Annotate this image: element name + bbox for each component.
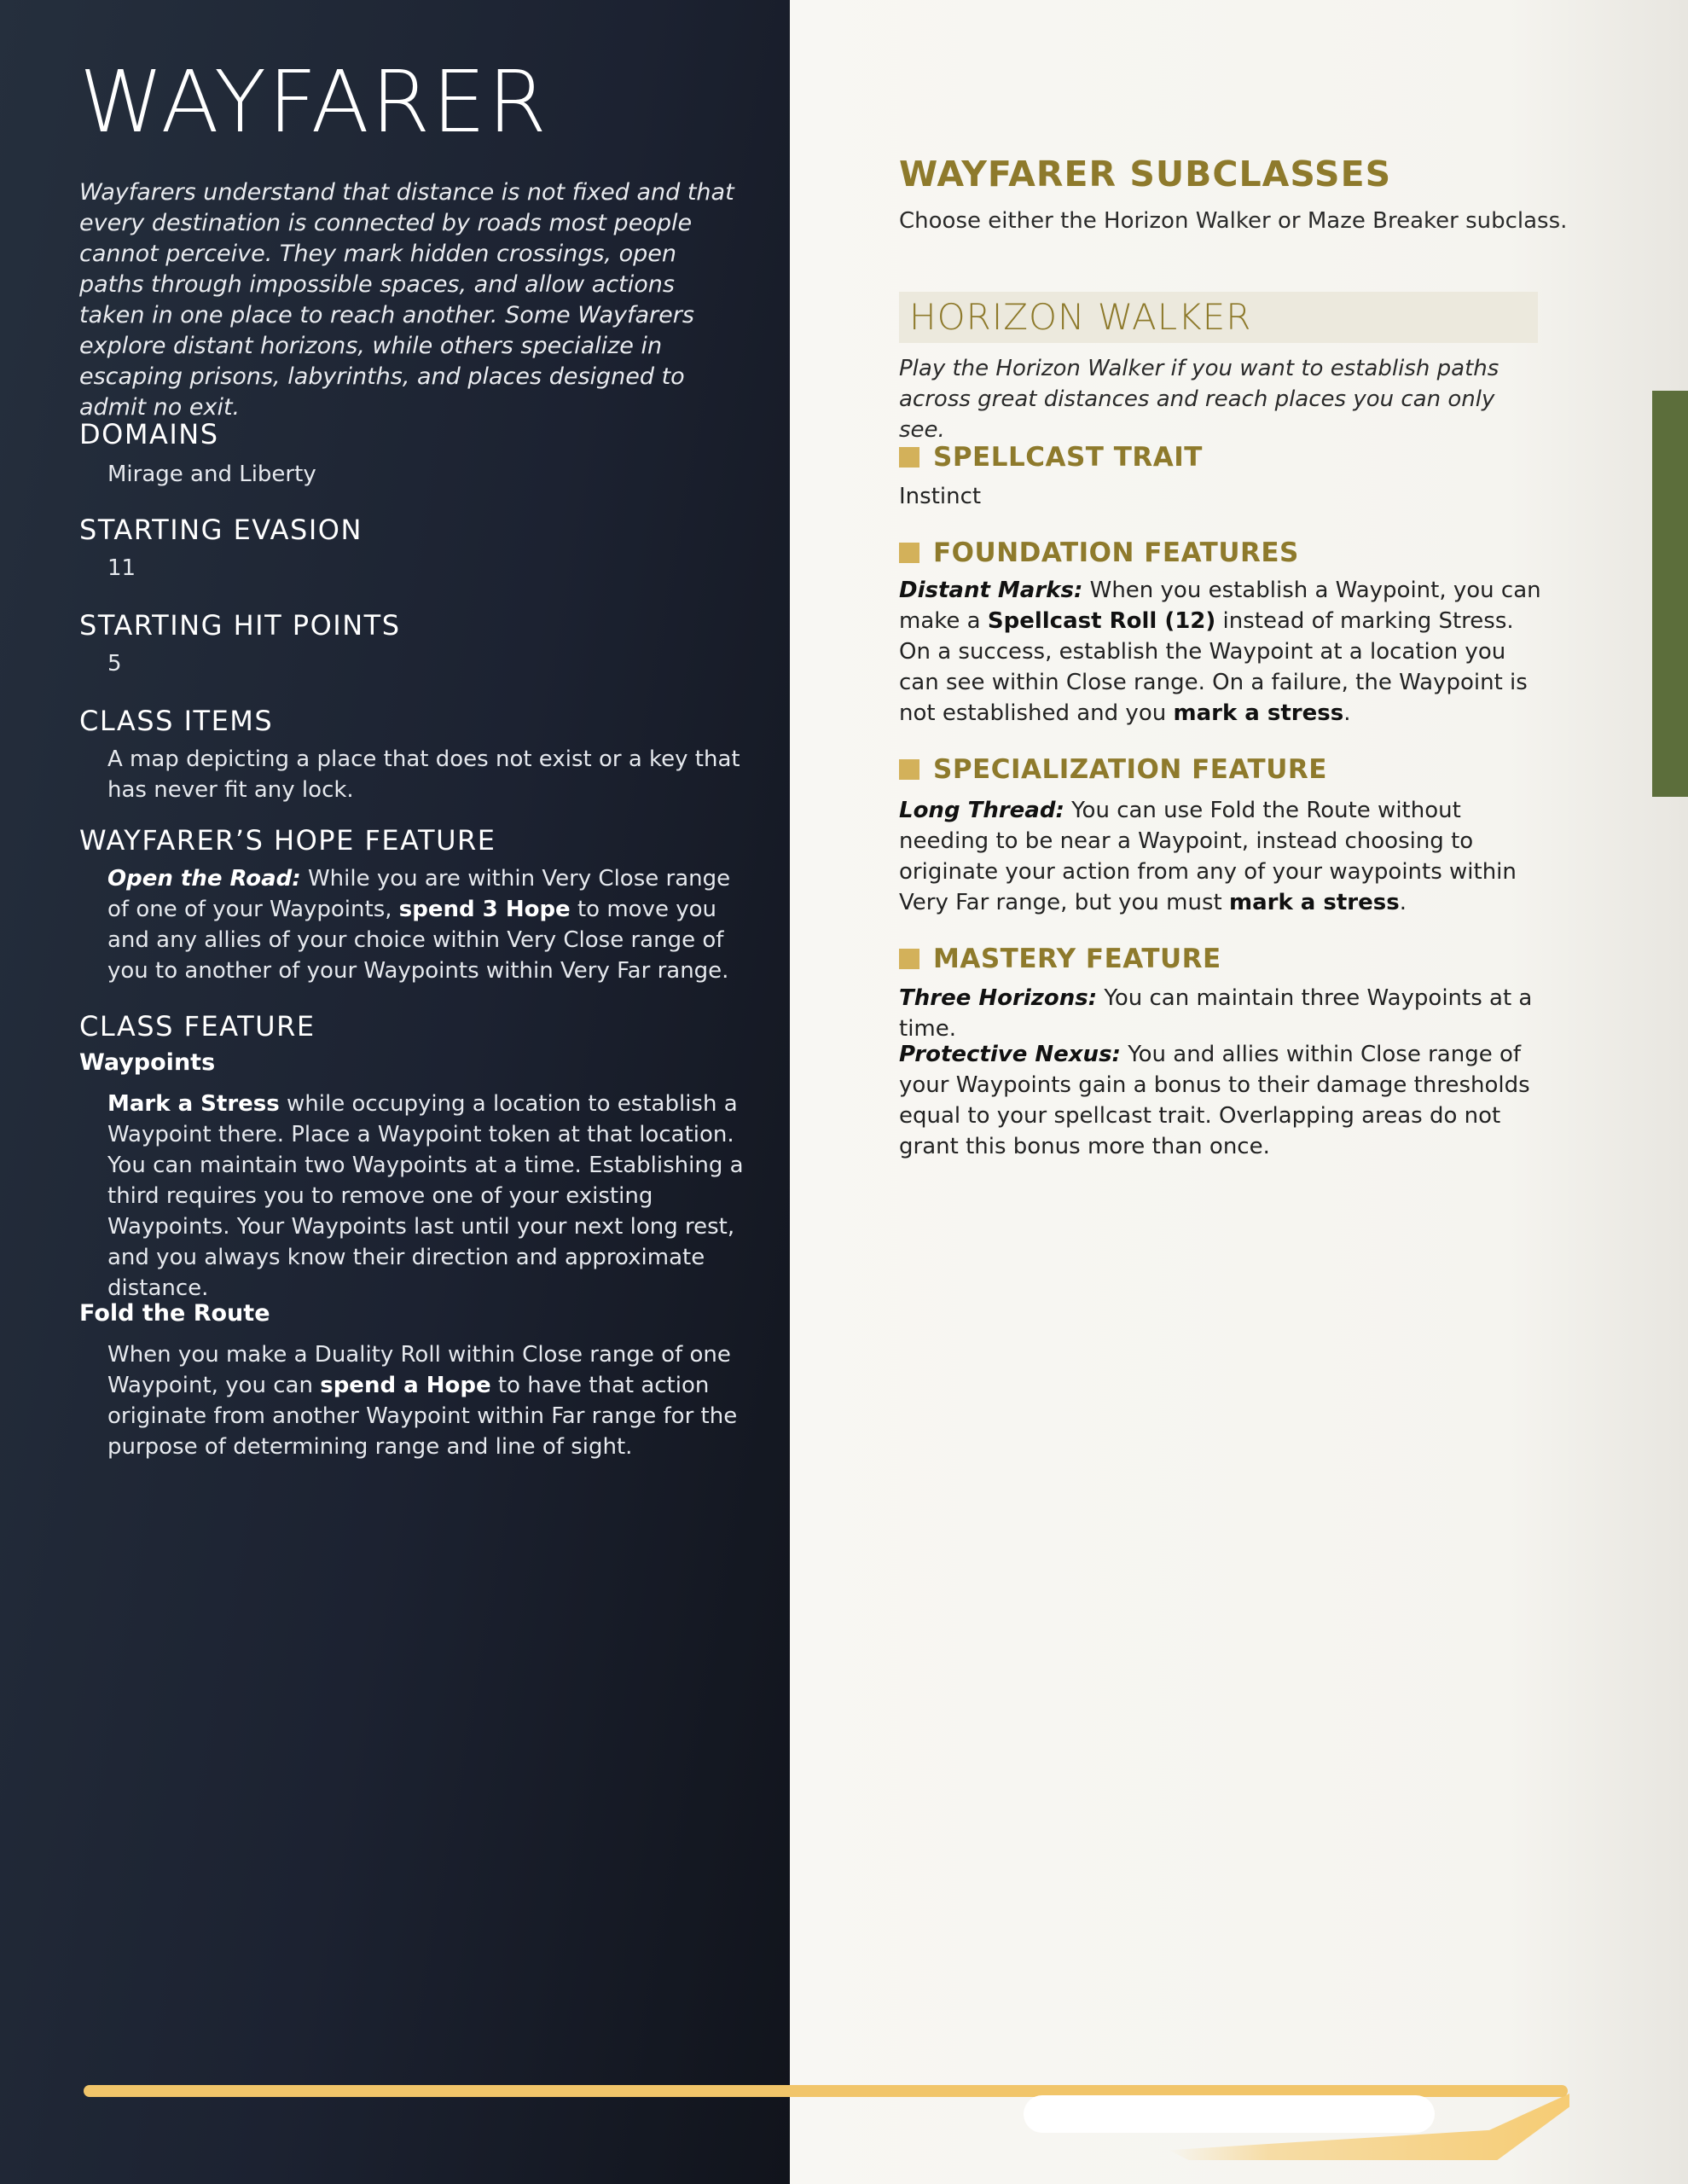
specialization-text: Long Thread: You can use Fold the Route without needing to be near a Waypoint, instead choosing to originate your action from any of your waypoints within Very Far range, but you must mark a stress. [899,798,1517,915]
class-feature-heading: CLASS FEATURE [79,1010,316,1043]
subclass-name: HORIZON WALKER [909,296,1252,338]
mastery-heading: MASTERY FEATURE [899,944,1221,974]
specialization-feature-name: Long Thread: [899,798,1064,823]
foundation-feature-name: Distant Marks: [899,578,1083,603]
square-bullet-icon [899,759,919,780]
subclasses-title: WAYFARER SUBCLASSES [899,154,1392,195]
fold-route-title: Fold the Route [79,1300,270,1327]
subclass-description: Play the Horizon Walker if you want to establish paths across great distances and reach places you can only see. [899,356,1499,443]
mastery-text-a: Three Horizons: You can maintain three Waypoints at a time. [899,985,1533,1042]
page-footer-pill [1024,2095,1435,2133]
hope-feature-name: Open the Road: [107,866,301,892]
spellcast-heading: SPELLCAST TRAIT [899,442,1203,473]
page-title: WAYFARER [79,52,549,152]
waypoints-title: Waypoints [79,1049,216,1076]
subclasses-intro: Choose either the Horizon Walker or Maze Breaker subclass. [899,208,1568,234]
evasion-value: 11 [107,555,136,581]
hit-points-heading: STARTING HIT POINTS [79,609,401,642]
waypoints-text: Mark a Stress while occupying a location to establish a Waypoint there. Place a Waypoint token at that location. You can maintain two Waypoints at a time. Establishing a third requires you to remove one of your existing Waypoints. Your Waypoints last until your next long rest, and you always know their direction and approximate distance. [107,1091,744,1301]
domains-heading: DOMAINS [79,418,219,450]
hope-feature-heading: WAYFARER’S HOPE FEATURE [79,824,496,857]
chapter-side-tab [1652,391,1688,797]
subclass-banner [899,292,1538,343]
fold-route-text: When you make a Duality Roll within Close range of one Waypoint, you can spend a Hope to have that action originate from another Waypoint within Far range for the purpose of determining range and line of sight. [107,1342,738,1460]
square-bullet-icon [899,949,919,969]
square-bullet-icon [899,543,919,563]
class-items-value: A map depicting a place that does not exist or a key that has never fit any lock. [107,746,740,803]
mastery-text-b: Protective Nexus: You and allies within Close range of your Waypoints gain a bonus to their damage thresholds equal to your spellcast trait. Overlapping areas do not grant this bonus more than once. [899,1042,1530,1159]
spellcast-value: Instinct [899,484,982,509]
domains-value: Mirage and Liberty [107,462,316,487]
foundation-heading: FOUNDATION FEATURES [899,537,1299,568]
mastery-feature-name-a: Three Horizons: [899,985,1098,1011]
evasion-heading: STARTING EVASION [79,514,363,546]
class-intro: Wayfarers understand that distance is not fixed and that every destination is connected by roads most people cannot perceive. They mark hidden crossings, open paths through impossible spaces, and allow actions taken in one place to reach another. Some Wayfarers explore distant horizons, while others specialize in escaping prisons, labyrinths, and places designed to admit no exit. [79,179,734,421]
specialization-heading: SPECIALIZATION FEATURE [899,754,1327,785]
mastery-feature-name-b: Protective Nexus: [899,1042,1121,1067]
class-items-heading: CLASS ITEMS [79,705,274,737]
hope-feature-text: Open the Road: While you are within Very Close range of one of your Waypoints, spend 3 Hope to move you and any allies of your choice within Very Close range of you to another of your Waypoints within Very Far range. [107,866,731,984]
square-bullet-icon [899,447,919,468]
left-panel [0,0,790,2184]
foundation-text: Distant Marks: When you establish a Waypoint, you can make a Spellcast Roll (12) instead of marking Stress. On a success, establish the Waypoint at a location you can see within Close range. On a failure, the Waypoint is not established and you mark a stress. [899,578,1541,726]
hit-points-value: 5 [107,651,122,677]
